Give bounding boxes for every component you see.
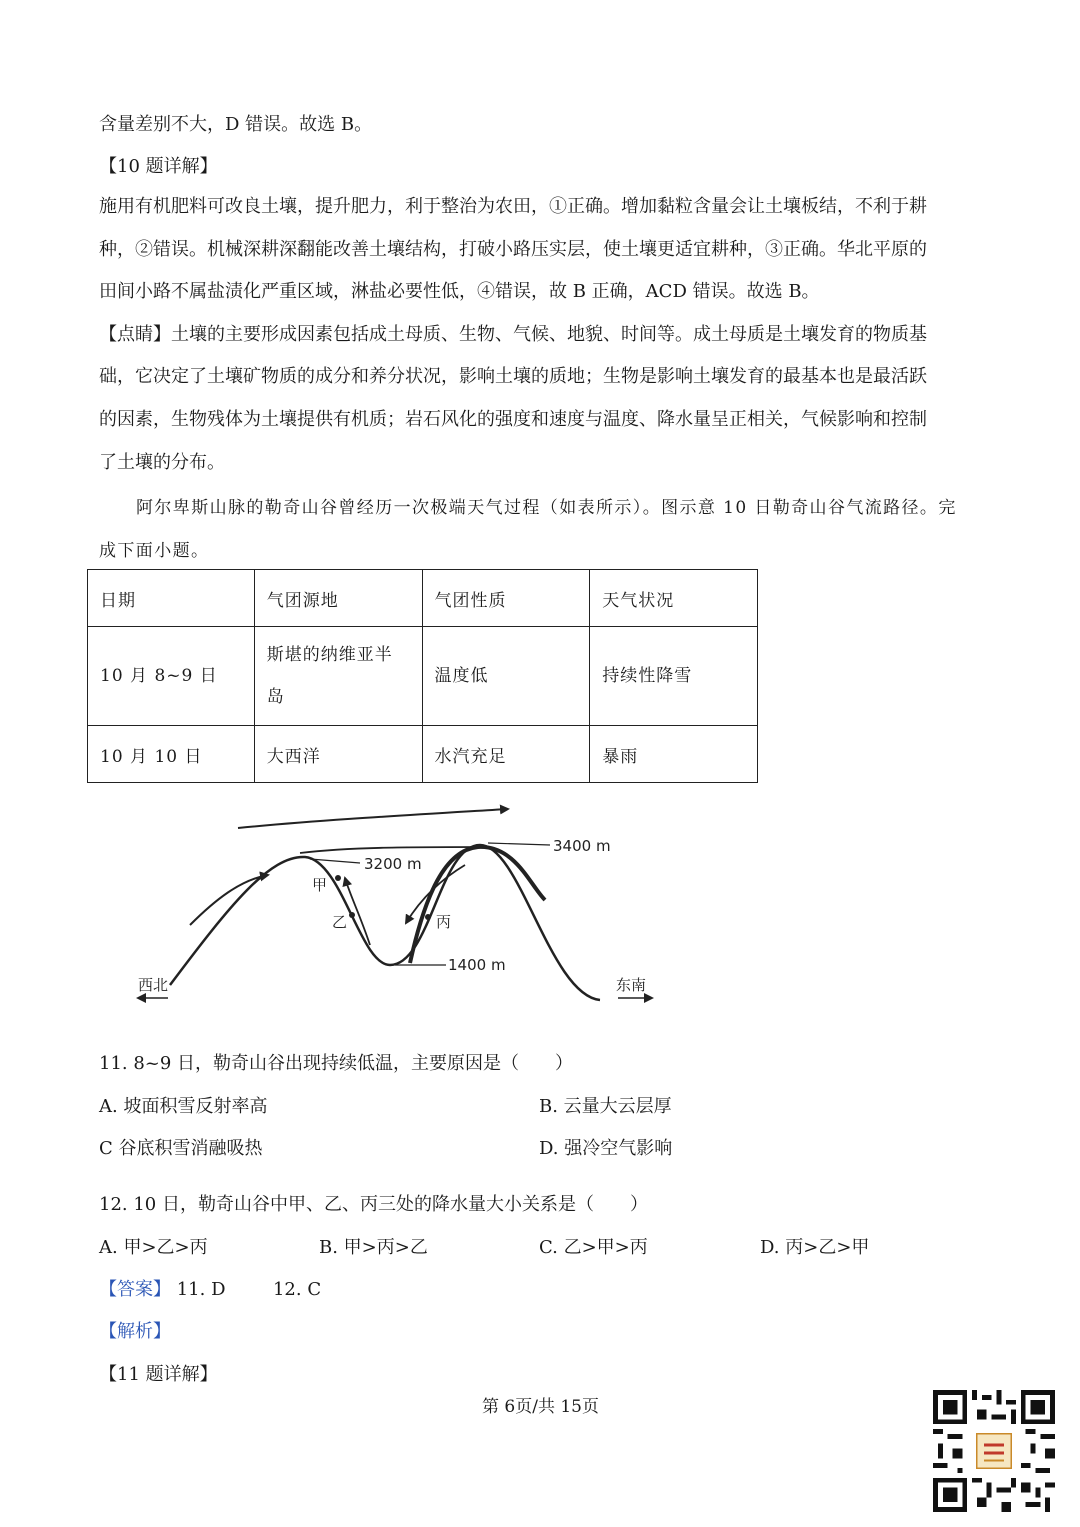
leader-line [488,843,550,845]
page-number: 第 6页/共 15页 [482,1397,599,1417]
table-cell: 大西洋 [254,726,422,783]
text-line: 的因素，生物残体为土壤提供有机质；岩石风化的强度和速度与温度、降水量呈正相关，气候影响和控制 [99,408,927,430]
table-cell: 温度低 [422,627,590,726]
table-header-row [88,570,758,627]
label-bing: 丙 [436,913,452,931]
point-jia-marker [335,875,341,881]
label-yi: 乙 [332,913,348,931]
q11-heading: 【11 题详解】 [99,1364,218,1385]
label-jia: 甲 [312,876,328,894]
question-11-stem: 11. 8~9 日，勒奇山谷出现持续低温，主要原因是（ ） [99,1053,574,1074]
q12-option-c[interactable]: C. 乙>甲>丙 [539,1237,648,1258]
question-12-stem: 12. 10 日，勒奇山谷中甲、乙、丙三处的降水量大小关系是（ ） [99,1194,648,1215]
valley-airflow-diagram [120,795,680,1015]
weather-table [87,569,758,783]
table-header-cell: 天气状况 [590,570,758,627]
table-cell: 持续性降雪 [590,627,758,726]
table-header-cell: 日期 [88,570,255,627]
table-header-cell: 气团源地 [254,570,422,627]
text-line: 【点睛】土壤的主要形成因素包括成土母质、生物、气候、地貌、时间等。成土母质是土壤发育的物质基 [99,323,927,345]
table-cell: 水汽充足 [422,726,590,783]
upper-airflow-arrow [238,809,508,828]
direction-label-southeast: 东南 [616,976,647,994]
text-line: 田间小路不属盐渍化严重区域，淋盐必要性低，④错误，故 B 正确，ACD 错误。故选 B。 [99,281,820,303]
q11-option-c[interactable]: C 谷底积雪消融吸热 [99,1138,263,1159]
text-line: 含量差别不大，D 错误。故选 B。 [99,114,373,135]
q10-explanation [99,186,927,484]
direction-label-northwest: 西北 [138,976,169,994]
qr-code-icon [933,1390,1055,1512]
q12-option-d[interactable]: D. 丙>乙>甲 [760,1237,870,1258]
intro-line: 阿尔卑斯山脉的勒奇山谷曾经历一次极端天气过程（如表所示）。图示意 10 日勒奇山谷气流路径。完 [136,498,957,518]
table-cell: 10 月 8~9 日 [88,627,255,726]
table-cell: 斯堪的纳维亚半岛 [254,627,422,726]
text-line: 了土壤的分布。 [99,451,225,473]
q10-heading: 【10 题详解】 [99,156,218,177]
point-bing-marker [425,914,431,920]
table-row [88,627,758,726]
table-cell: 暴雨 [590,726,758,783]
point-yi-marker [349,912,355,918]
analysis-label: 【解析】 [99,1321,171,1342]
answer-11: 11. D [176,1279,226,1300]
answer-label: 【答案】 [99,1279,171,1300]
elevation-label-3400: 3400 m [553,837,611,855]
airflow-arrow [410,847,545,963]
intro-line: 成下面小题。 [99,541,210,561]
q11-option-b[interactable]: B. 云量大云层厚 [539,1096,672,1117]
answer-12: 12. C [272,1279,322,1300]
text-line: 施用有机肥料可改良土壤，提升肥力，利于整治为农田，①正确。增加黏粒含量会让土壤板结，不利于耕 [99,196,927,217]
q12-option-a[interactable]: A. 甲>乙>丙 [99,1237,208,1258]
answer-line [99,1275,321,1301]
q12-option-b[interactable]: B. 甲>丙>乙 [319,1237,428,1258]
text-line: 种，②错误。机械深耕深翻能改善土壤结构，打破小路压实层，使土壤更适宜耕种，③正确。华北平原的 [99,238,927,260]
elevation-label-3200: 3200 m [364,855,422,873]
table-cell: 10 月 10 日 [88,726,255,783]
table-row [88,726,758,783]
q11-option-d[interactable]: D. 强冷空气影响 [539,1138,673,1159]
text-line: 础，它决定了土壤矿物质的成分和养分状况，影响土壤的质地；生物是影响土壤发育的最基本也是最活跃 [99,366,927,388]
elevation-label-1400: 1400 m [448,956,506,974]
q11-option-a[interactable]: A. 坡面积雪反射率高 [99,1096,268,1117]
table-header-cell: 气团性质 [422,570,590,627]
